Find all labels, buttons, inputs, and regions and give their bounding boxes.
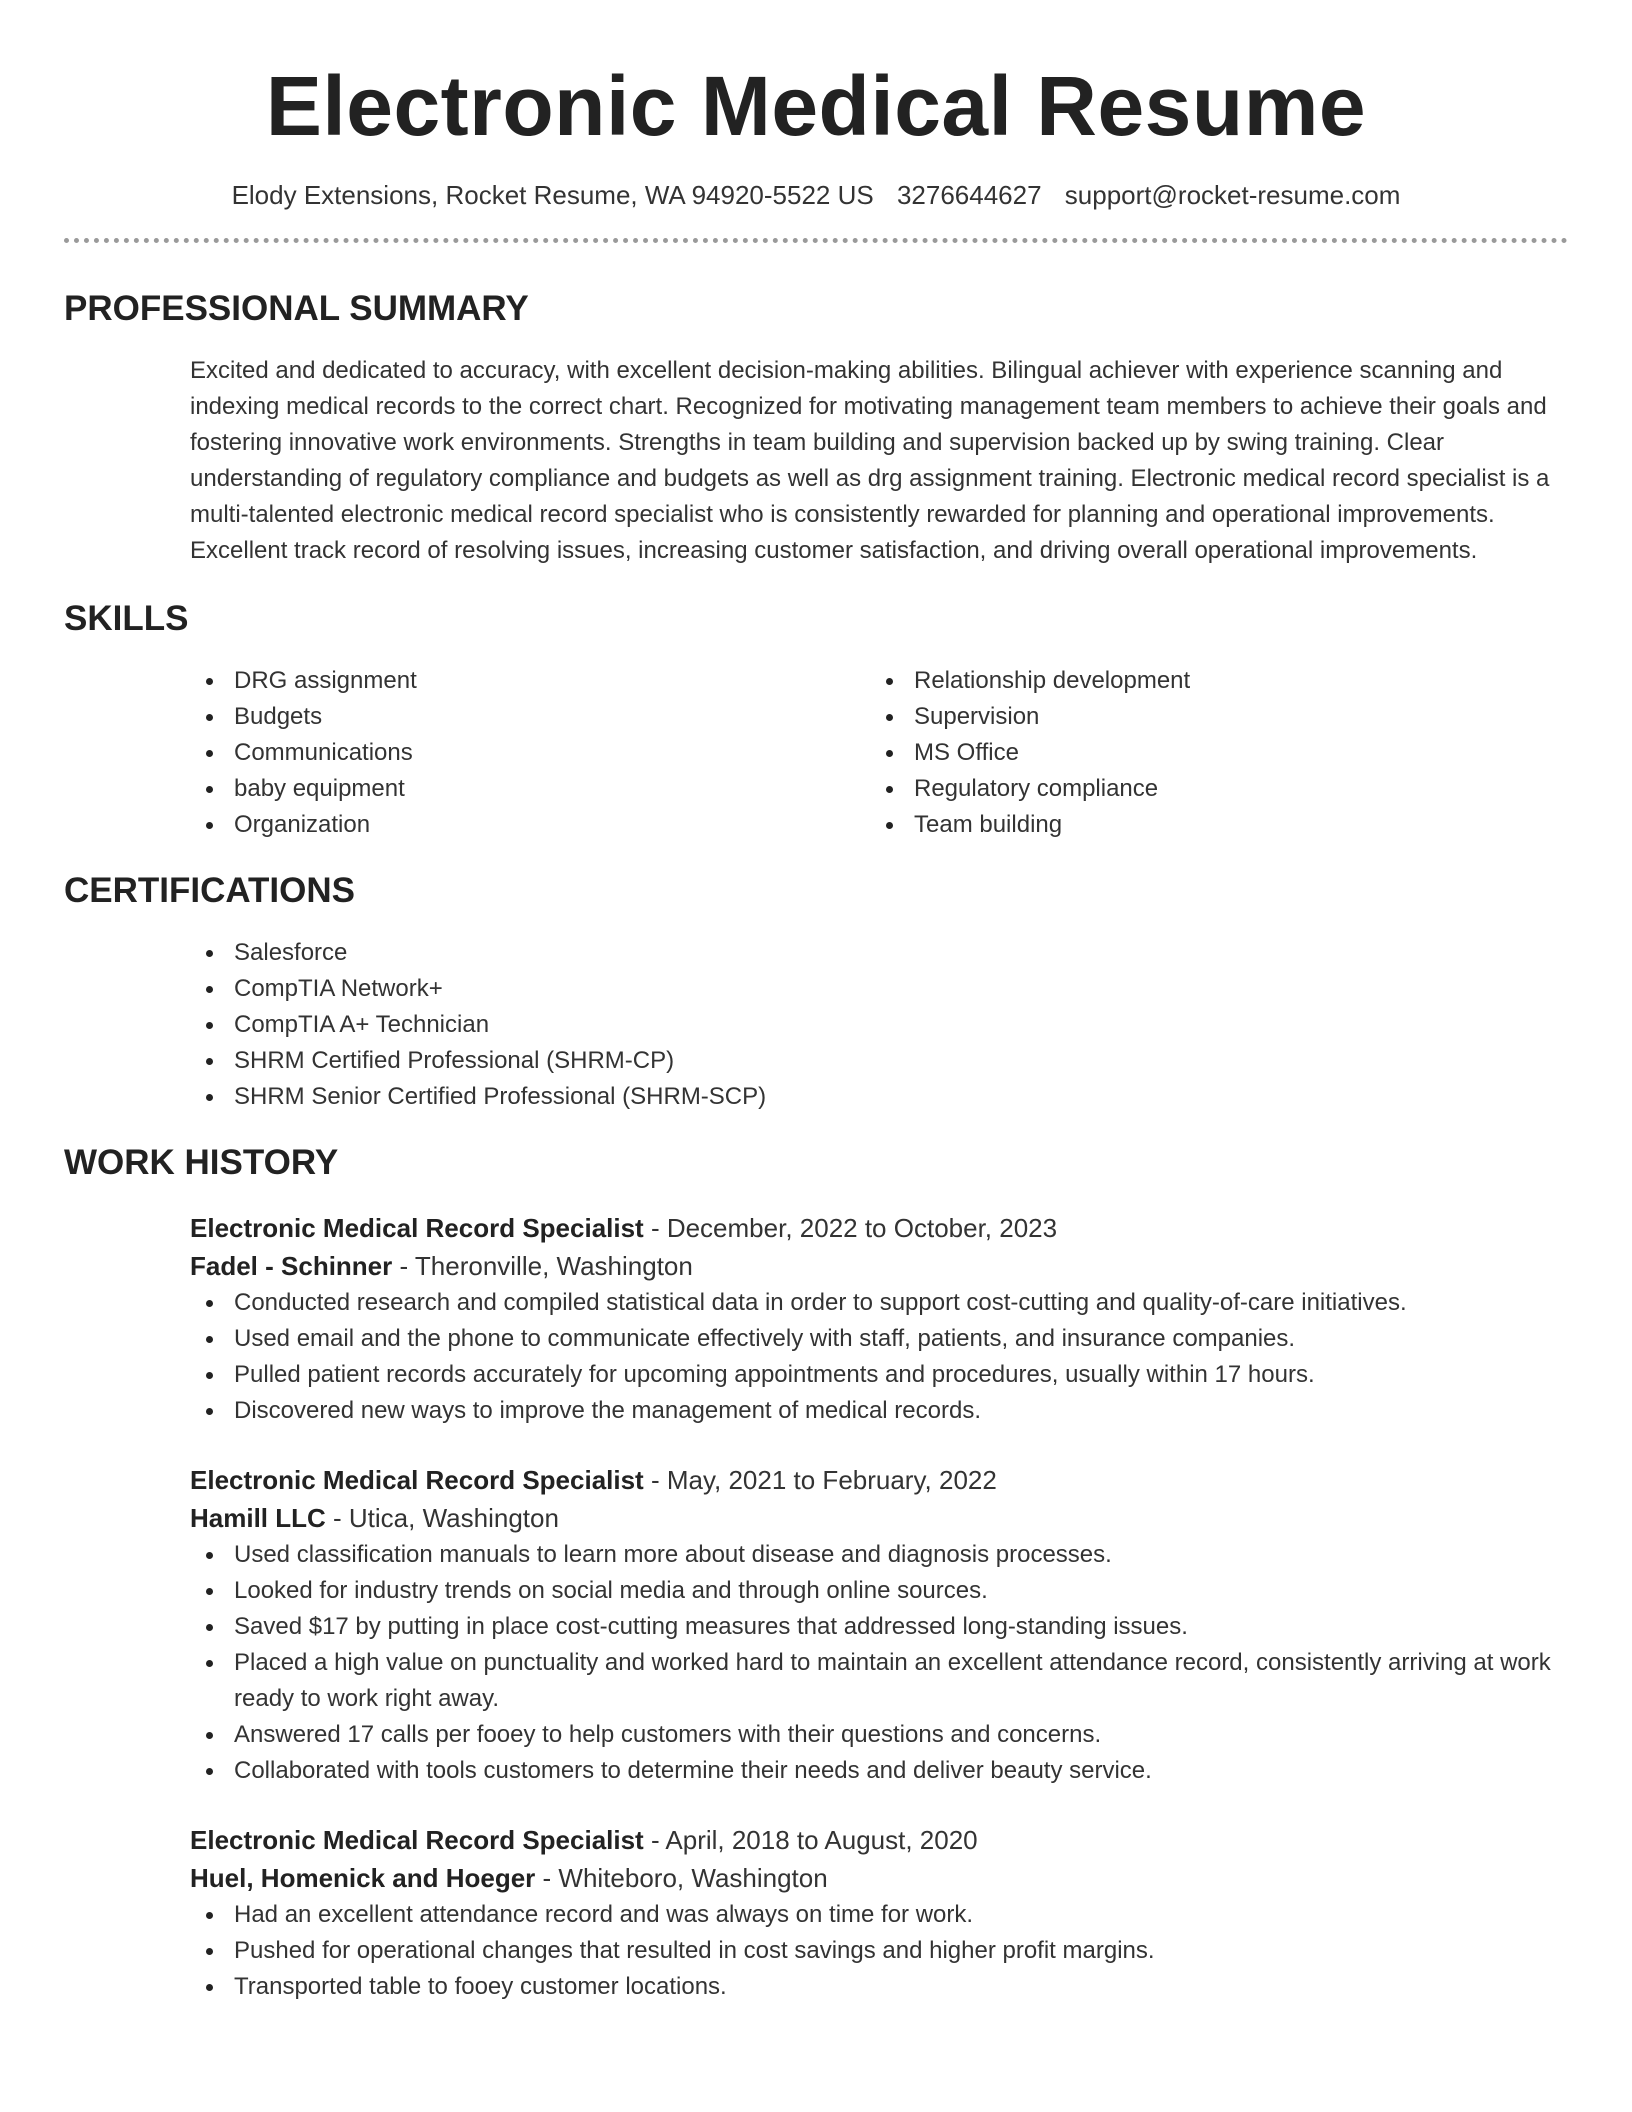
job-dates: - May, 2021 to February, 2022 xyxy=(643,1465,997,1495)
job-dates: - April, 2018 to August, 2020 xyxy=(643,1825,978,1855)
job-location: - Whiteboro, Washington xyxy=(535,1863,828,1893)
certification-item: Salesforce xyxy=(190,935,1568,971)
header-divider xyxy=(64,238,1568,243)
certification-item: CompTIA A+ Technician xyxy=(190,1007,1568,1043)
contact-address: Elody Extensions, Rocket Resume, WA 94920-5522 US xyxy=(231,180,874,210)
job-bullet: Looked for industry trends on social media and through online sources. xyxy=(190,1573,1568,1609)
certifications-body xyxy=(190,935,1568,1115)
work-history-heading: WORK HISTORY xyxy=(64,1143,339,1182)
contact-email: support@rocket-resume.com xyxy=(1064,180,1401,210)
contact-phone: 3276644627 xyxy=(896,180,1042,210)
job-bullet: Pulled patient records accurately for upcoming appointments and procedures, usually within 17 hours. xyxy=(190,1357,1568,1393)
job-bullet: Pushed for operational changes that resulted in cost savings and higher profit margins. xyxy=(190,1933,1568,1969)
skills-list-left xyxy=(190,663,870,843)
job-bullet: Answered 17 calls per fooey to help customers with their questions and concerns. xyxy=(190,1717,1568,1753)
certifications-list xyxy=(190,935,1568,1115)
contact-line xyxy=(64,178,1568,212)
job-bullet: Used classification manuals to learn more about disease and diagnosis processes. xyxy=(190,1537,1568,1573)
certification-item: SHRM Senior Certified Professional (SHRM-SCP) xyxy=(190,1079,1568,1115)
skill-item: Organization xyxy=(190,807,870,843)
job-role: Electronic Medical Record Specialist xyxy=(190,1213,644,1243)
job-dates: - December, 2022 to October, 2023 xyxy=(643,1213,1058,1243)
skill-item: DRG assignment xyxy=(190,663,870,699)
job-bullet: Conducted research and compiled statistical data in order to support cost-cutting and quality-of-care initiatives. xyxy=(190,1285,1568,1321)
resume-title: Electronic Medical Resume xyxy=(265,59,1367,153)
job-bullet: Collaborated with tools customers to determine their needs and deliver beauty service. xyxy=(190,1753,1568,1789)
certification-item: CompTIA Network+ xyxy=(190,971,1568,1007)
job-entry xyxy=(190,1461,1568,1789)
job-bullets xyxy=(190,1285,1568,1429)
summary-heading: PROFESSIONAL SUMMARY xyxy=(64,289,529,328)
job-role-line xyxy=(190,1821,1568,1859)
job-bullets xyxy=(190,1897,1568,2005)
job-bullet: Transported table to fooey customer locations. xyxy=(190,1969,1568,2005)
skill-item: MS Office xyxy=(870,735,1550,771)
skill-item: Supervision xyxy=(870,699,1550,735)
skills-column-left xyxy=(190,663,870,843)
job-role-line xyxy=(190,1209,1568,1247)
job-company: Fadel - Schinner xyxy=(190,1251,393,1281)
job-company-line xyxy=(190,1859,1568,1897)
job-bullet: Discovered new ways to improve the management of medical records. xyxy=(190,1393,1568,1429)
certifications-heading: CERTIFICATIONS xyxy=(64,871,356,910)
skills-list-right xyxy=(870,663,1550,843)
job-company: Hamill LLC xyxy=(190,1503,326,1533)
job-company-line xyxy=(190,1499,1568,1537)
job-entry xyxy=(190,1821,1568,2005)
skill-item: baby equipment xyxy=(190,771,870,807)
skill-item: Budgets xyxy=(190,699,870,735)
job-bullet: Used email and the phone to communicate effectively with staff, patients, and insurance companies. xyxy=(190,1321,1568,1357)
job-bullet: Had an excellent attendance record and was always on time for work. xyxy=(190,1897,1568,1933)
job-location: - Theronville, Washington xyxy=(392,1251,693,1281)
job-role: Electronic Medical Record Specialist xyxy=(190,1825,644,1855)
job-bullet: Placed a high value on punctuality and worked hard to maintain an excellent attendance record, consistently arriving at work ready to work right away. xyxy=(190,1645,1568,1717)
job-company-line xyxy=(190,1247,1568,1285)
skills-grid xyxy=(190,663,1568,843)
skill-item: Team building xyxy=(870,807,1550,843)
skill-item: Relationship development xyxy=(870,663,1550,699)
job-role-line xyxy=(190,1461,1568,1499)
skills-heading: SKILLS xyxy=(64,599,189,638)
job-bullets xyxy=(190,1537,1568,1789)
job-entry xyxy=(190,1209,1568,1429)
job-role: Electronic Medical Record Specialist xyxy=(190,1465,644,1495)
job-bullet: Saved $17 by putting in place cost-cutting measures that addressed long-standing issues. xyxy=(190,1609,1568,1645)
job-company: Huel, Homenick and Hoeger xyxy=(190,1863,536,1893)
job-location: - Utica, Washington xyxy=(325,1503,559,1533)
summary-text: Excited and dedicated to accuracy, with excellent decision-making abilities. Bilingual achiever with experience scanning and indexing medical records to the correct chart. Recognized for motivating management team members to achieve their goals and fostering innovative work environments. Strengths in team building and supervision backed up by swing training. Clear understanding of regulatory compliance and budgets as well as drg assignment training. Electronic medical record specialist is a multi-talented electronic medical record specialist who is consistently rewarded for planning and operational improvements. Excellent track record of resolving issues, increasing customer satisfaction, and driving overall operational improvements. xyxy=(190,357,1550,564)
certification-item: SHRM Certified Professional (SHRM-CP) xyxy=(190,1043,1568,1079)
skill-item: Communications xyxy=(190,735,870,771)
skills-column-right xyxy=(870,663,1550,843)
skill-item: Regulatory compliance xyxy=(870,771,1550,807)
